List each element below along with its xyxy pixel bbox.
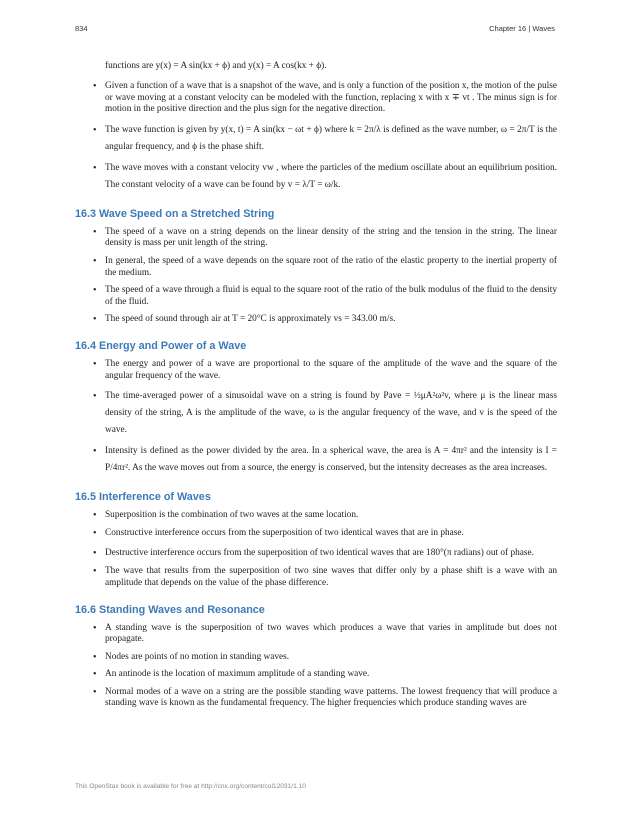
list-item: • Constructive interference occurs from the superposition of two identical waves that are in phase. bbox=[75, 528, 557, 540]
bullet-list-16-6 bbox=[75, 623, 557, 711]
list-item: • In general, the speed of a wave depends on the square root of the ratio of the elastic property to the inertial property of the medium. bbox=[75, 256, 557, 279]
list-item: • Superposition is the combination of two waves at the same location. bbox=[75, 510, 557, 522]
list-item: • The speed of a wave on a string depends on the linear density of the string and the tension in the string. The linear density is mass per unit length of the string. bbox=[75, 227, 557, 250]
list-item: • The time-averaged power of a sinusoidal wave on a string is found by Pave = ½μA²ω²v, where μ is the linear mass density of the string, A is the amplitude of the wave, ω is the angular frequency of the wave, and v is the speed of the wave. bbox=[75, 388, 557, 439]
section-heading-16-5: 16.5 Interference of Waves bbox=[75, 491, 211, 504]
section-heading-16-3: 16.3 Wave Speed on a Stretched String bbox=[75, 207, 275, 220]
page-content bbox=[75, 59, 557, 716]
chapter-header: Chapter 16 | Waves bbox=[489, 24, 555, 33]
section-heading-16-6: 16.6 Standing Waves and Resonance bbox=[75, 603, 265, 616]
footer-note: This OpenStax book is available for free at http://cnx.org/content/col12031/1.10 bbox=[75, 783, 306, 790]
list-item: • A standing wave is the superposition of two waves which produces a wave that varies in amplitude but does not propagate. bbox=[75, 623, 557, 646]
bullet-list-16-3 bbox=[75, 227, 557, 326]
list-item: • An antinode is the location of maximum amplitude of a standing wave. bbox=[75, 669, 557, 681]
bullet-list-16-5 bbox=[75, 510, 557, 589]
list-item: • Destructive interference occurs from the superposition of two identical waves that are 180°(π radians) out of phase. bbox=[75, 545, 557, 562]
list-item: • Intensity is defined as the power divided by the area. In a spherical wave, the area is A = 4πr² and the intensity is I = P/4πr². As the wave moves out from a source, the energy is conserved, but the intensity decreases as the area increases. bbox=[75, 443, 557, 477]
list-item: • The wave moves with a constant velocity vw , where the particles of the medium oscillate about an equilibrium position. The constant velocity of a wave can be found by v = λ/T = ω/k. bbox=[75, 160, 557, 194]
lead-text: functions are y(x) = A sin(kx + ϕ) and y(x) = A cos(kx + ϕ). bbox=[105, 61, 327, 71]
list-item: • The speed of a wave through a fluid is equal to the square root of the ratio of the bulk modulus of the fluid to the density of the fluid. bbox=[75, 285, 557, 308]
list-item: • The wave that results from the superposition of two sine waves that differ only by a phase shift is a wave with an amplitude that depends on the value of the phase difference. bbox=[75, 566, 557, 589]
list-item: • The energy and power of a wave are proportional to the square of the amplitude of the wave and the square of the angular frequency of the wave. bbox=[75, 359, 557, 382]
list-item: • The speed of sound through air at T = 20°C is approximately vs = 343.00 m/s. bbox=[75, 314, 557, 326]
list-item: • Nodes are points of no motion in standing waves. bbox=[75, 652, 557, 664]
section-heading-16-4: 16.4 Energy and Power of a Wave bbox=[75, 339, 247, 352]
bullet-list-16-4 bbox=[75, 359, 557, 477]
list-item: • The wave function is given by y(x, t) = A sin(kx − ωt + ϕ) where k = 2π/λ is defined as the wave number, ω = 2π/T is the angular frequency, and ϕ is the phase shift. bbox=[75, 122, 557, 156]
page-number: 834 bbox=[75, 24, 88, 33]
list-item: • Normal modes of a wave on a string are the possible standing wave patterns. The lowest frequency that will produce a standing wave is known as the fundamental frequency. The higher frequencies which produce standing waves are bbox=[75, 687, 557, 710]
list-item: • Given a function of a wave that is a snapshot of the wave, and is only a function of the position x, the motion of the pulse or wave moving at a constant velocity can be modeled with the function, replacing x with x ∓ vt . The minus sign is for motion in the positive direction and the plus sign for the negative direction. bbox=[75, 81, 557, 116]
bullet-list-16-2 bbox=[75, 81, 557, 194]
